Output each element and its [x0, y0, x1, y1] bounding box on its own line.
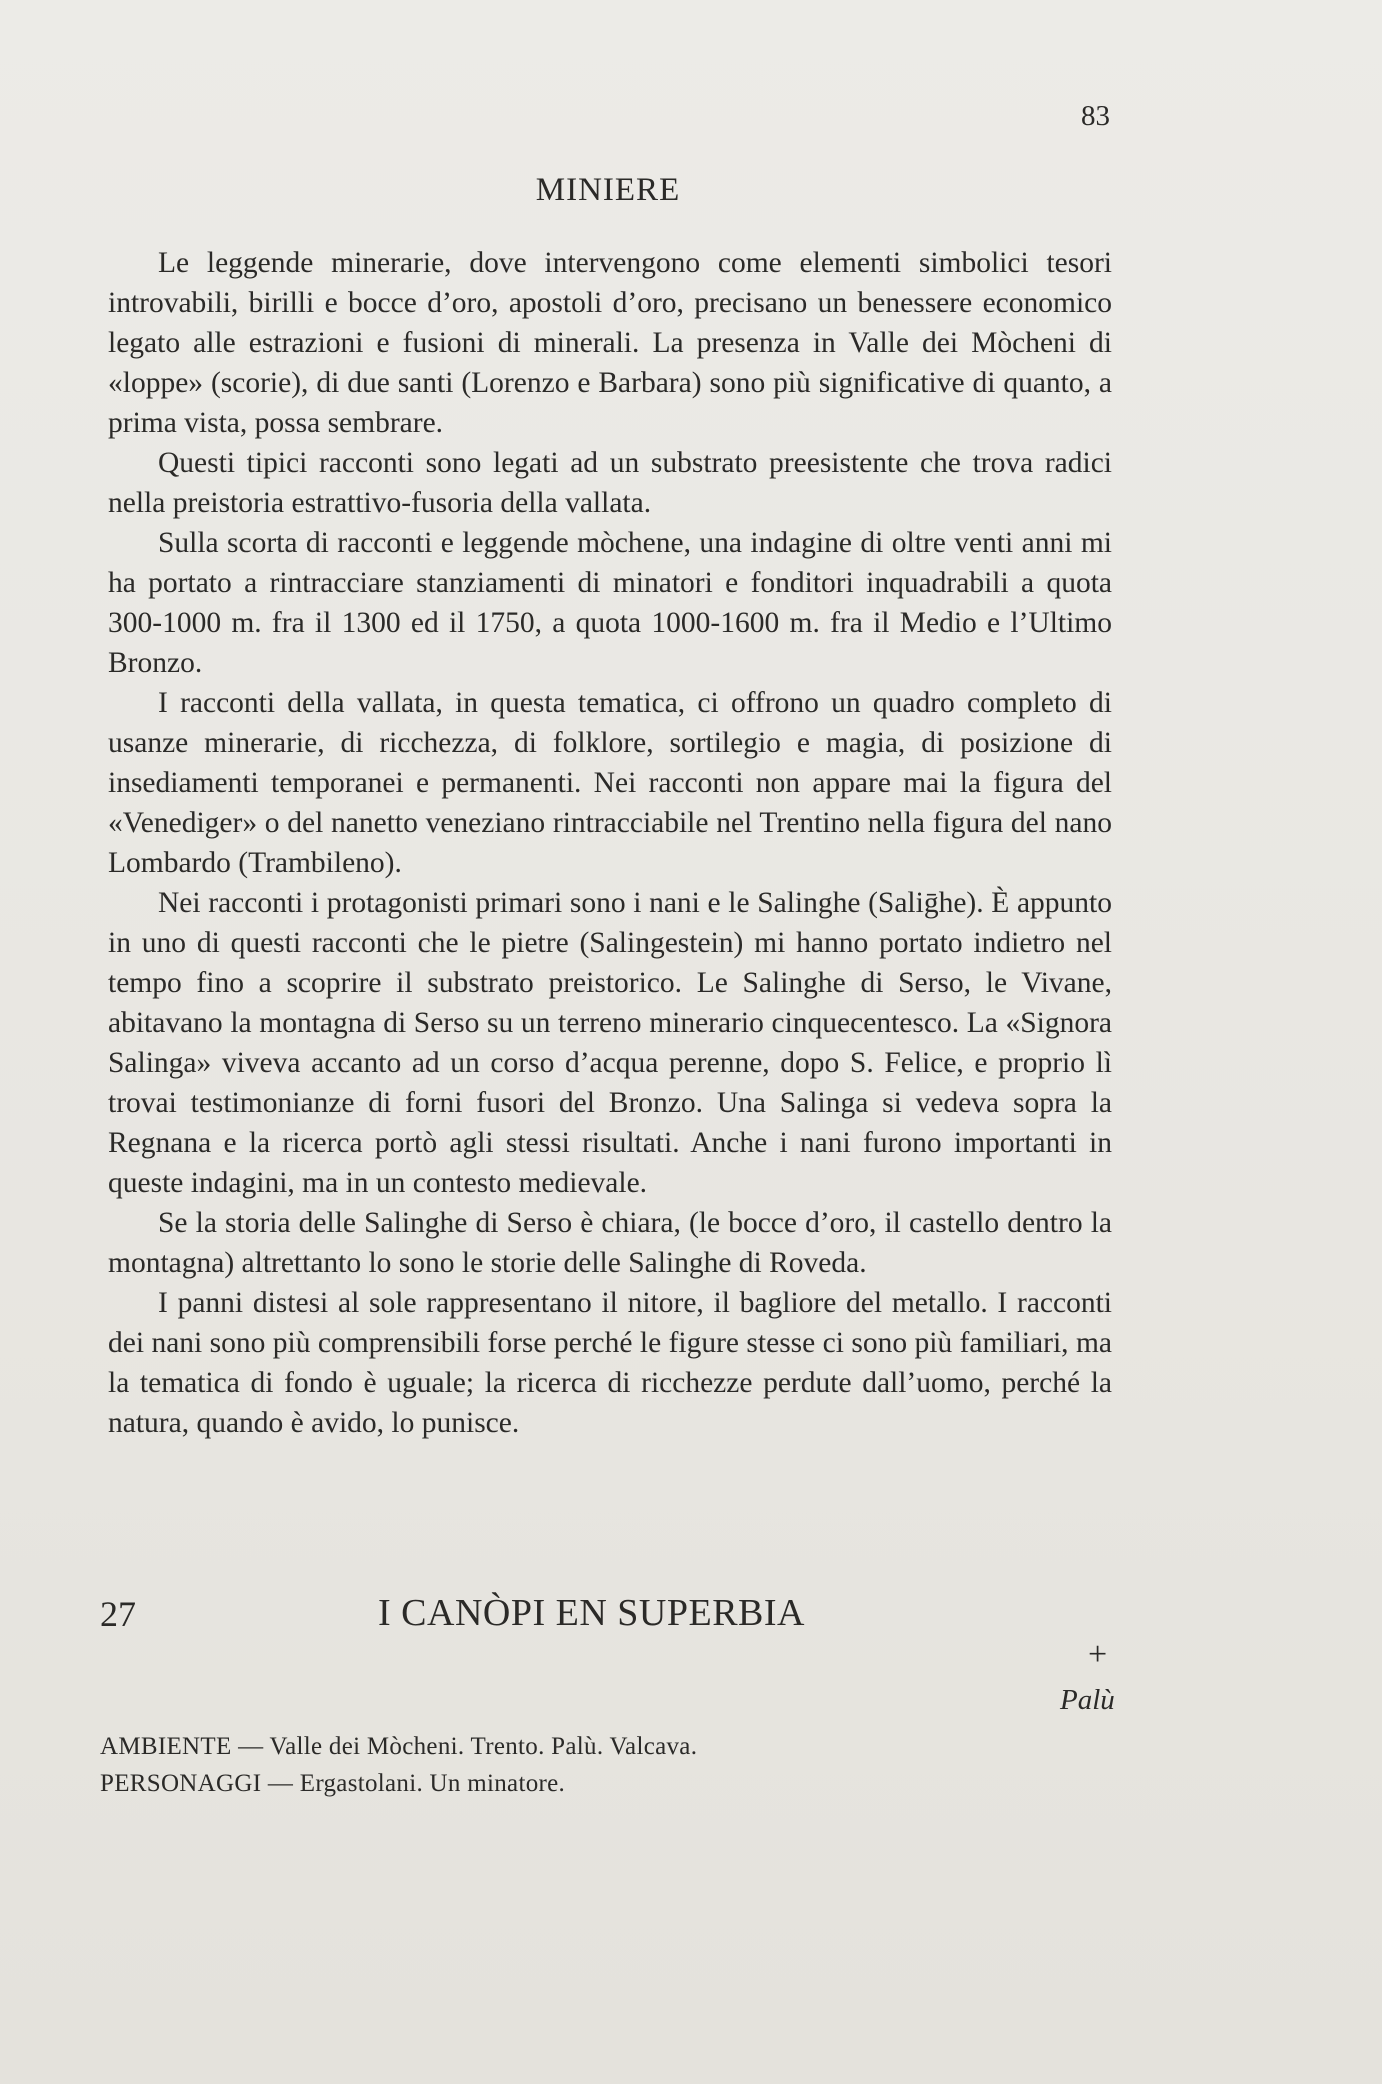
place-label: Palù: [1060, 1684, 1115, 1716]
page-number: 83: [1081, 100, 1110, 132]
story-title: I CANÒPI EN SUPERBIA: [378, 1592, 805, 1634]
paragraph-5: Nei racconti i protagonisti primari sono i nani e le Salinghe (Saliḡhe). È appunto in uno di questi racconti che le pietre (Salingestein) mi hanno portato indietro nel tempo fino a scoprire il substrato preistorico. Le Salinghe di Serso, le Vivane, abitavano la montagna di Serso su un terreno minerario cinquecentesco. La «Signora Salinga» viveva accanto ad un corso d’acqua perenne, dopo S. Felice, e proprio lì trovai testimonianze di forni fusori del Bronzo. Una Salinga si vedeva sopra la Regnana e la ricerca portò agli stessi risultati. Anche i nani furono importanti in queste indagini, ma in un contesto medievale.: [108, 887, 1112, 1199]
ambiente-line: AMBIENTE — Valle dei Mòcheni. Trento. Palù. Valcava.: [100, 1733, 698, 1760]
paragraph-4: I racconti della vallata, in questa tematica, ci offrono un quadro completo di usanze minerarie, di ricchezza, di folklore, sortilegio e magia, di posizione di insediamenti temporanei e permanenti. Nei racconti non appare mai la figura del «Venediger» o del nanetto veneziano rintracciabile nel Trentino nella figura del nano Lombardo (Trambileno).: [108, 687, 1112, 879]
paragraph-6: Se la storia delle Salinghe di Serso è chiara, (le bocce d’oro, il castello dentro la montagna) altrettanto lo sono le storie delle Salinghe di Roveda.: [108, 1207, 1112, 1279]
paragraph-2: Questi tipici racconti sono legati ad un substrato preesistente che trova radici nella preistoria estrattivo-fusoria della vallata.: [108, 447, 1112, 519]
paragraph-1: Le leggende minerarie, dove intervengono come elementi simbolici tesori introvabili, birilli e bocce d’oro, apostoli d’oro, precisano un benessere economico legato alle estrazioni e fusioni di minerali. La presenza in Valle dei Mòcheni di «loppe» (scorie), di due santi (Lorenzo e Barbara) sono più significative di quanto, a prima vista, possa sembrare.: [108, 247, 1112, 439]
cross-mark: +: [1088, 1636, 1108, 1673]
paragraph-3: Sulla scorta di racconti e leggende mòchene, una indagine di oltre venti anni mi ha portato a rintracciare stanziamenti di minatori e fonditori inquadrabili a quota 300-1000 m. fra il 1300 ed il 1750, a quota 1000-1600 m. fra il Medio e l’Ultimo Bronzo.: [108, 527, 1112, 679]
personaggi-line: PERSONAGGI — Ergastolani. Un minatore.: [100, 1770, 566, 1797]
story-number: 27: [100, 1594, 136, 1634]
paragraph-7: I panni distesi al sole rappresentano il nitore, il bagliore del metallo. I racconti dei nani sono più comprensibili forse perché le figure stesse ci sono più familiari, ma la tematica di fondo è uguale; la ricerca di ricchezze perdute dall’uomo, perché la natura, quando è avido, lo punisce.: [108, 1287, 1112, 1439]
section-title: MINIERE: [535, 172, 681, 208]
body-text: [108, 243, 1112, 1443]
